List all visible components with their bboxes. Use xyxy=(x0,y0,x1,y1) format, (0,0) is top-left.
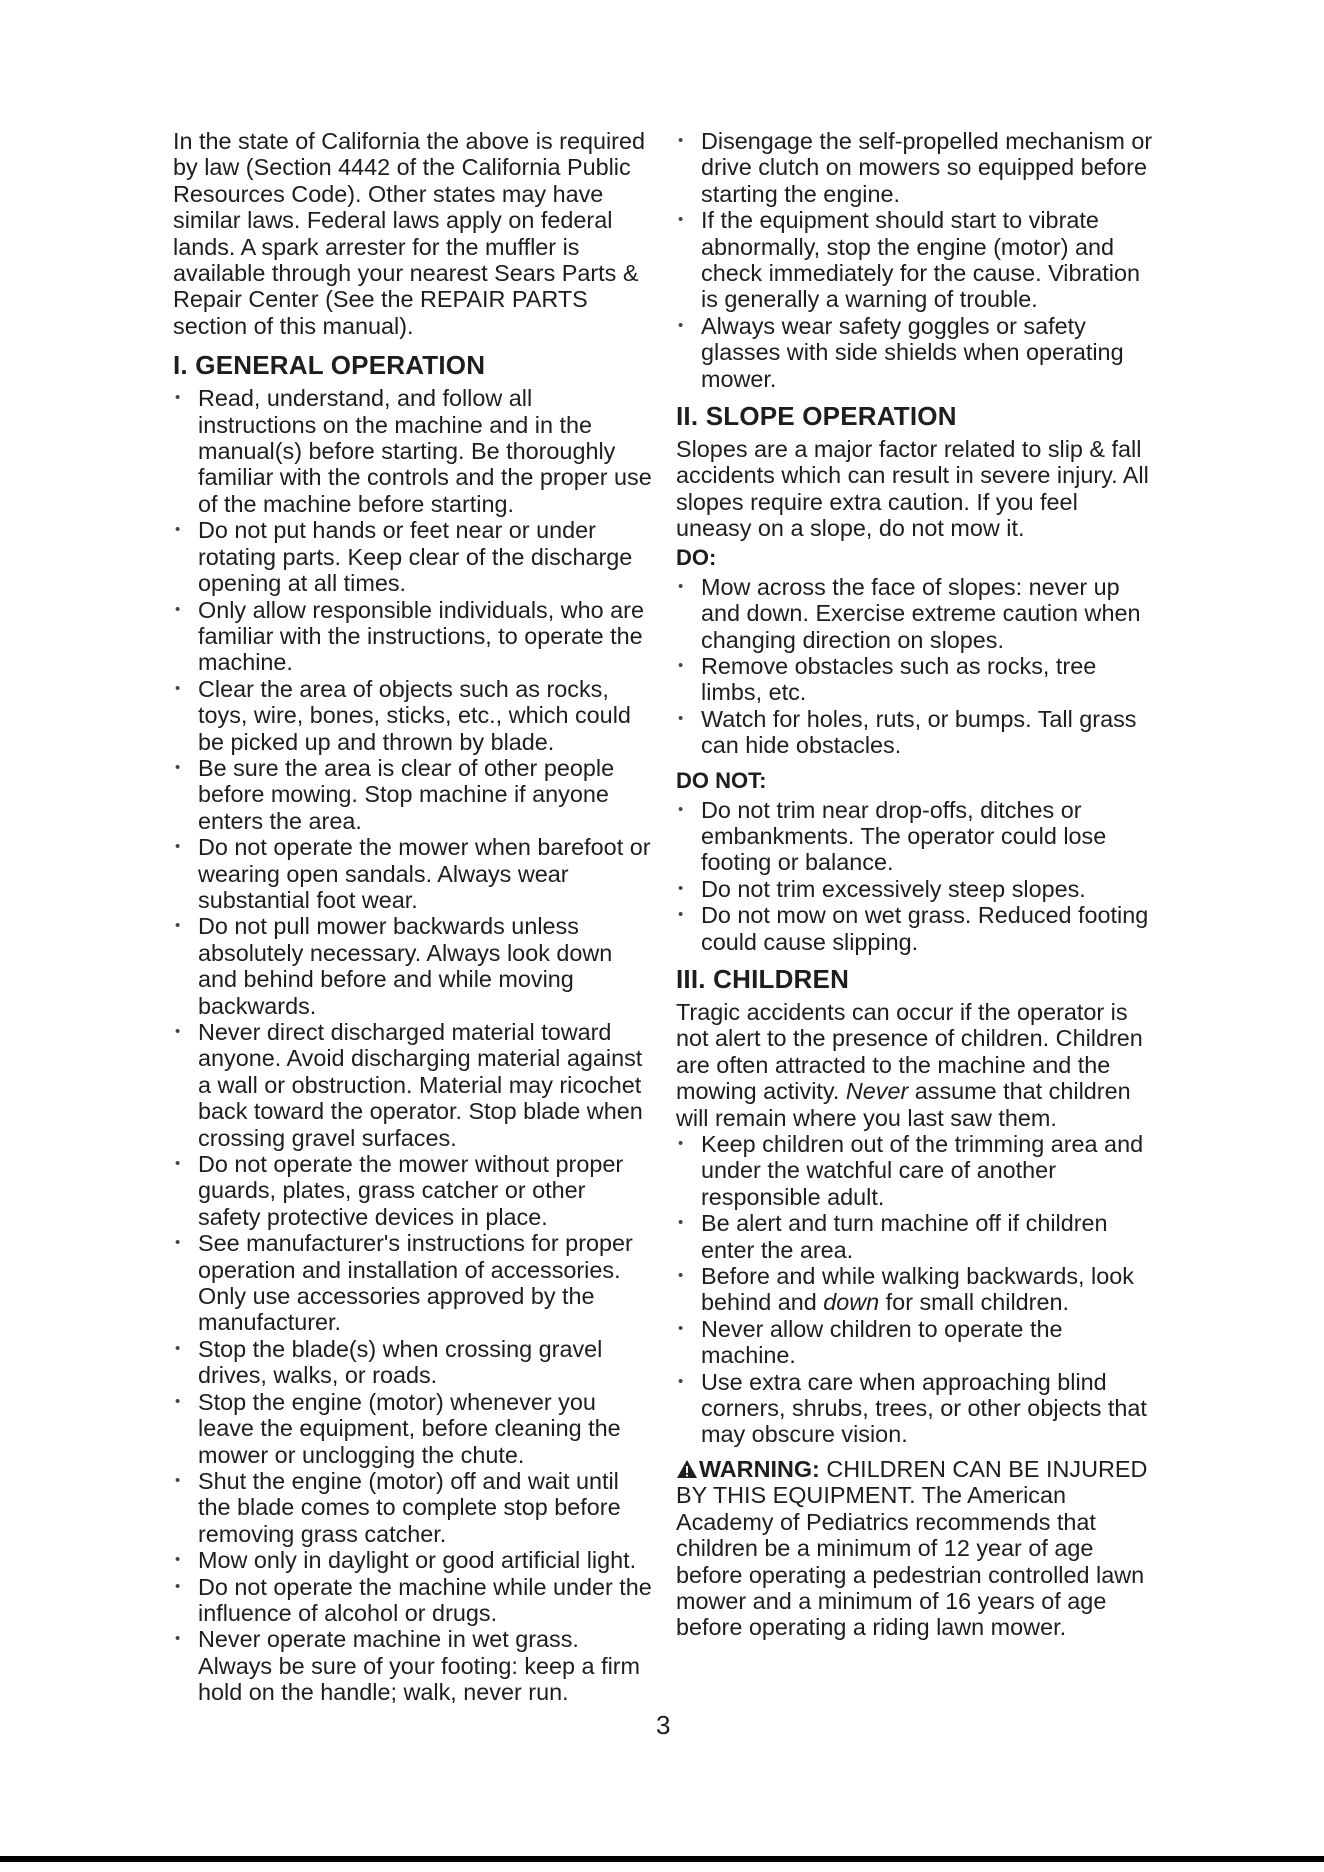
do-subheading: DO: xyxy=(676,544,717,570)
list-item: • Use extra care when approaching blind corners, shrubs, trees, or other objects that may obscure vision. xyxy=(676,1369,1156,1448)
list-item: • Keep children out of the trimming area and under the watchful care of another responsible adult. xyxy=(676,1131,1156,1210)
left-column xyxy=(173,128,653,1714)
list-item: • If the equipment should start to vibrate abnormally, stop the engine (motor) and check immediately for the cause. Vibration is generally a warning of trouble. xyxy=(676,207,1156,313)
california-law-paragraph: In the state of California the above is required by law (Section 4442 of the California Public Resources Code). Other states may have similar laws. Federal laws apply on federal lands. A spark arrester for the muffler is available through your nearest Sears Parts & Repair Center (See the REPAIR PARTS section of this manual). xyxy=(173,128,645,339)
list-item: • Always wear safety goggles or safety glasses with side shields when operating mower. xyxy=(676,313,1156,392)
children-intro-paragraph: Tragic accidents can occur if the operator is not alert to the presence of children. Children are often attracted to the machine and the mowing activity. Never assume that children will remain where you last saw them. xyxy=(676,998,1143,1131)
list-item: • Never direct discharged material toward anyone. Avoid discharging material against a wall or obstruction. Material may ricochet back toward the operator. Stop blade when crossing gravel surfaces. xyxy=(173,1019,653,1151)
list-item: • Be alert and turn machine off if children enter the area. xyxy=(676,1210,1156,1263)
slope-intro-paragraph: Slopes are a major factor related to slip & fall accidents which can result in severe injury. All slopes require extra caution. If you feel uneasy on a slope, do not mow it. xyxy=(676,436,1149,542)
continued-operation-list xyxy=(676,128,1156,392)
list-item: • Disengage the self-propelled mechanism or drive clutch on mowers so equipped before starting the engine. xyxy=(676,128,1156,207)
section-slope-operation-heading: II. SLOPE OPERATION xyxy=(676,401,957,432)
list-item: • See manufacturer's instructions for proper operation and installation of accessories. Only use accessories approved by the manufacturer. xyxy=(173,1230,653,1336)
list-item: • Only allow responsible individuals, who are familiar with the instructions, to operate the machine. xyxy=(173,597,653,676)
list-item: • Do not operate the machine while under the influence of alcohol or drugs. xyxy=(173,1574,653,1627)
warning-label: WARNING: xyxy=(699,1455,820,1482)
list-item: • Read, understand, and follow all instructions on the machine and in the manual(s) before starting. Be thoroughly familiar with the controls and the proper use of the machine before starting. xyxy=(173,385,653,517)
general-operation-list xyxy=(173,385,653,1705)
section-general-operation-heading: I. GENERAL OPERATION xyxy=(173,350,486,381)
list-item: • Mow only in daylight or good artificial light. xyxy=(173,1547,653,1573)
list-item: • Be sure the area is clear of other people before mowing. Stop machine if anyone enters the area. xyxy=(173,755,653,834)
list-item: • Mow across the face of slopes: never up and down. Exercise extreme caution when changing direction on slopes. xyxy=(676,574,1156,653)
list-item: • Do not operate the mower when barefoot or wearing open sandals. Always wear substantial foot wear. xyxy=(173,834,653,913)
bottom-divider xyxy=(0,1856,1324,1862)
list-item: • Do not trim near drop-offs, ditches or embankments. The operator could lose footing or balance. xyxy=(676,797,1156,876)
list-item: • Stop the blade(s) when crossing gravel drives, walks, or roads. xyxy=(173,1336,653,1389)
list-item: • Never allow children to operate the machine. xyxy=(676,1316,1156,1369)
page-number: 3 xyxy=(656,1710,671,1740)
list-item: • Do not trim excessively steep slopes. xyxy=(676,876,1156,902)
warning-triangle-icon xyxy=(676,1459,698,1479)
list-item: • Clear the area of objects such as rocks, toys, wire, bones, sticks, etc., which could be picked up and thrown by blade. xyxy=(173,676,653,755)
warning-text: CHILDREN CAN BE INJURED BY THIS EQUIPMENT. The American Academy of Pediatrics recommends that children be a minimum of 12 year of age before operating a pedestrian controlled lawn mower and a minimum of 16 years of age before operating a riding lawn mower. xyxy=(676,1455,1148,1641)
list-item: • Remove obstacles such as rocks, tree limbs, etc. xyxy=(676,653,1156,706)
do-not-subheading: DO NOT: xyxy=(676,767,767,793)
list-item: • Before and while walking backwards, look behind and down for small children. xyxy=(676,1263,1156,1316)
list-item: • Never operate machine in wet grass. Always be sure of your footing: keep a firm hold on the handle; walk, never run. xyxy=(173,1626,653,1705)
right-column xyxy=(676,128,1156,1641)
list-item: • Watch for holes, ruts, or bumps. Tall grass can hide obstacles. xyxy=(676,706,1156,759)
list-item: • Stop the engine (motor) whenever you leave the equipment, before cleaning the mower or unclogging the chute. xyxy=(173,1389,653,1468)
list-item: • Shut the engine (motor) off and wait until the blade comes to complete stop before removing grass catcher. xyxy=(173,1468,653,1547)
do-not-list xyxy=(676,797,1156,955)
do-list xyxy=(676,574,1156,759)
children-list xyxy=(676,1131,1156,1448)
section-children-heading: III. CHILDREN xyxy=(676,963,850,994)
children-warning-paragraph xyxy=(676,1456,1156,1641)
list-item: • Do not put hands or feet near or under rotating parts. Keep clear of the discharge opening at all times. xyxy=(173,517,653,596)
list-item: • Do not mow on wet grass. Reduced footing could cause slipping. xyxy=(676,902,1156,955)
list-item: • Do not pull mower backwards unless absolutely necessary. Always look down and behind before and while moving backwards. xyxy=(173,913,653,1019)
list-item: • Do not operate the mower without proper guards, plates, grass catcher or other safety protective devices in place. xyxy=(173,1151,653,1230)
